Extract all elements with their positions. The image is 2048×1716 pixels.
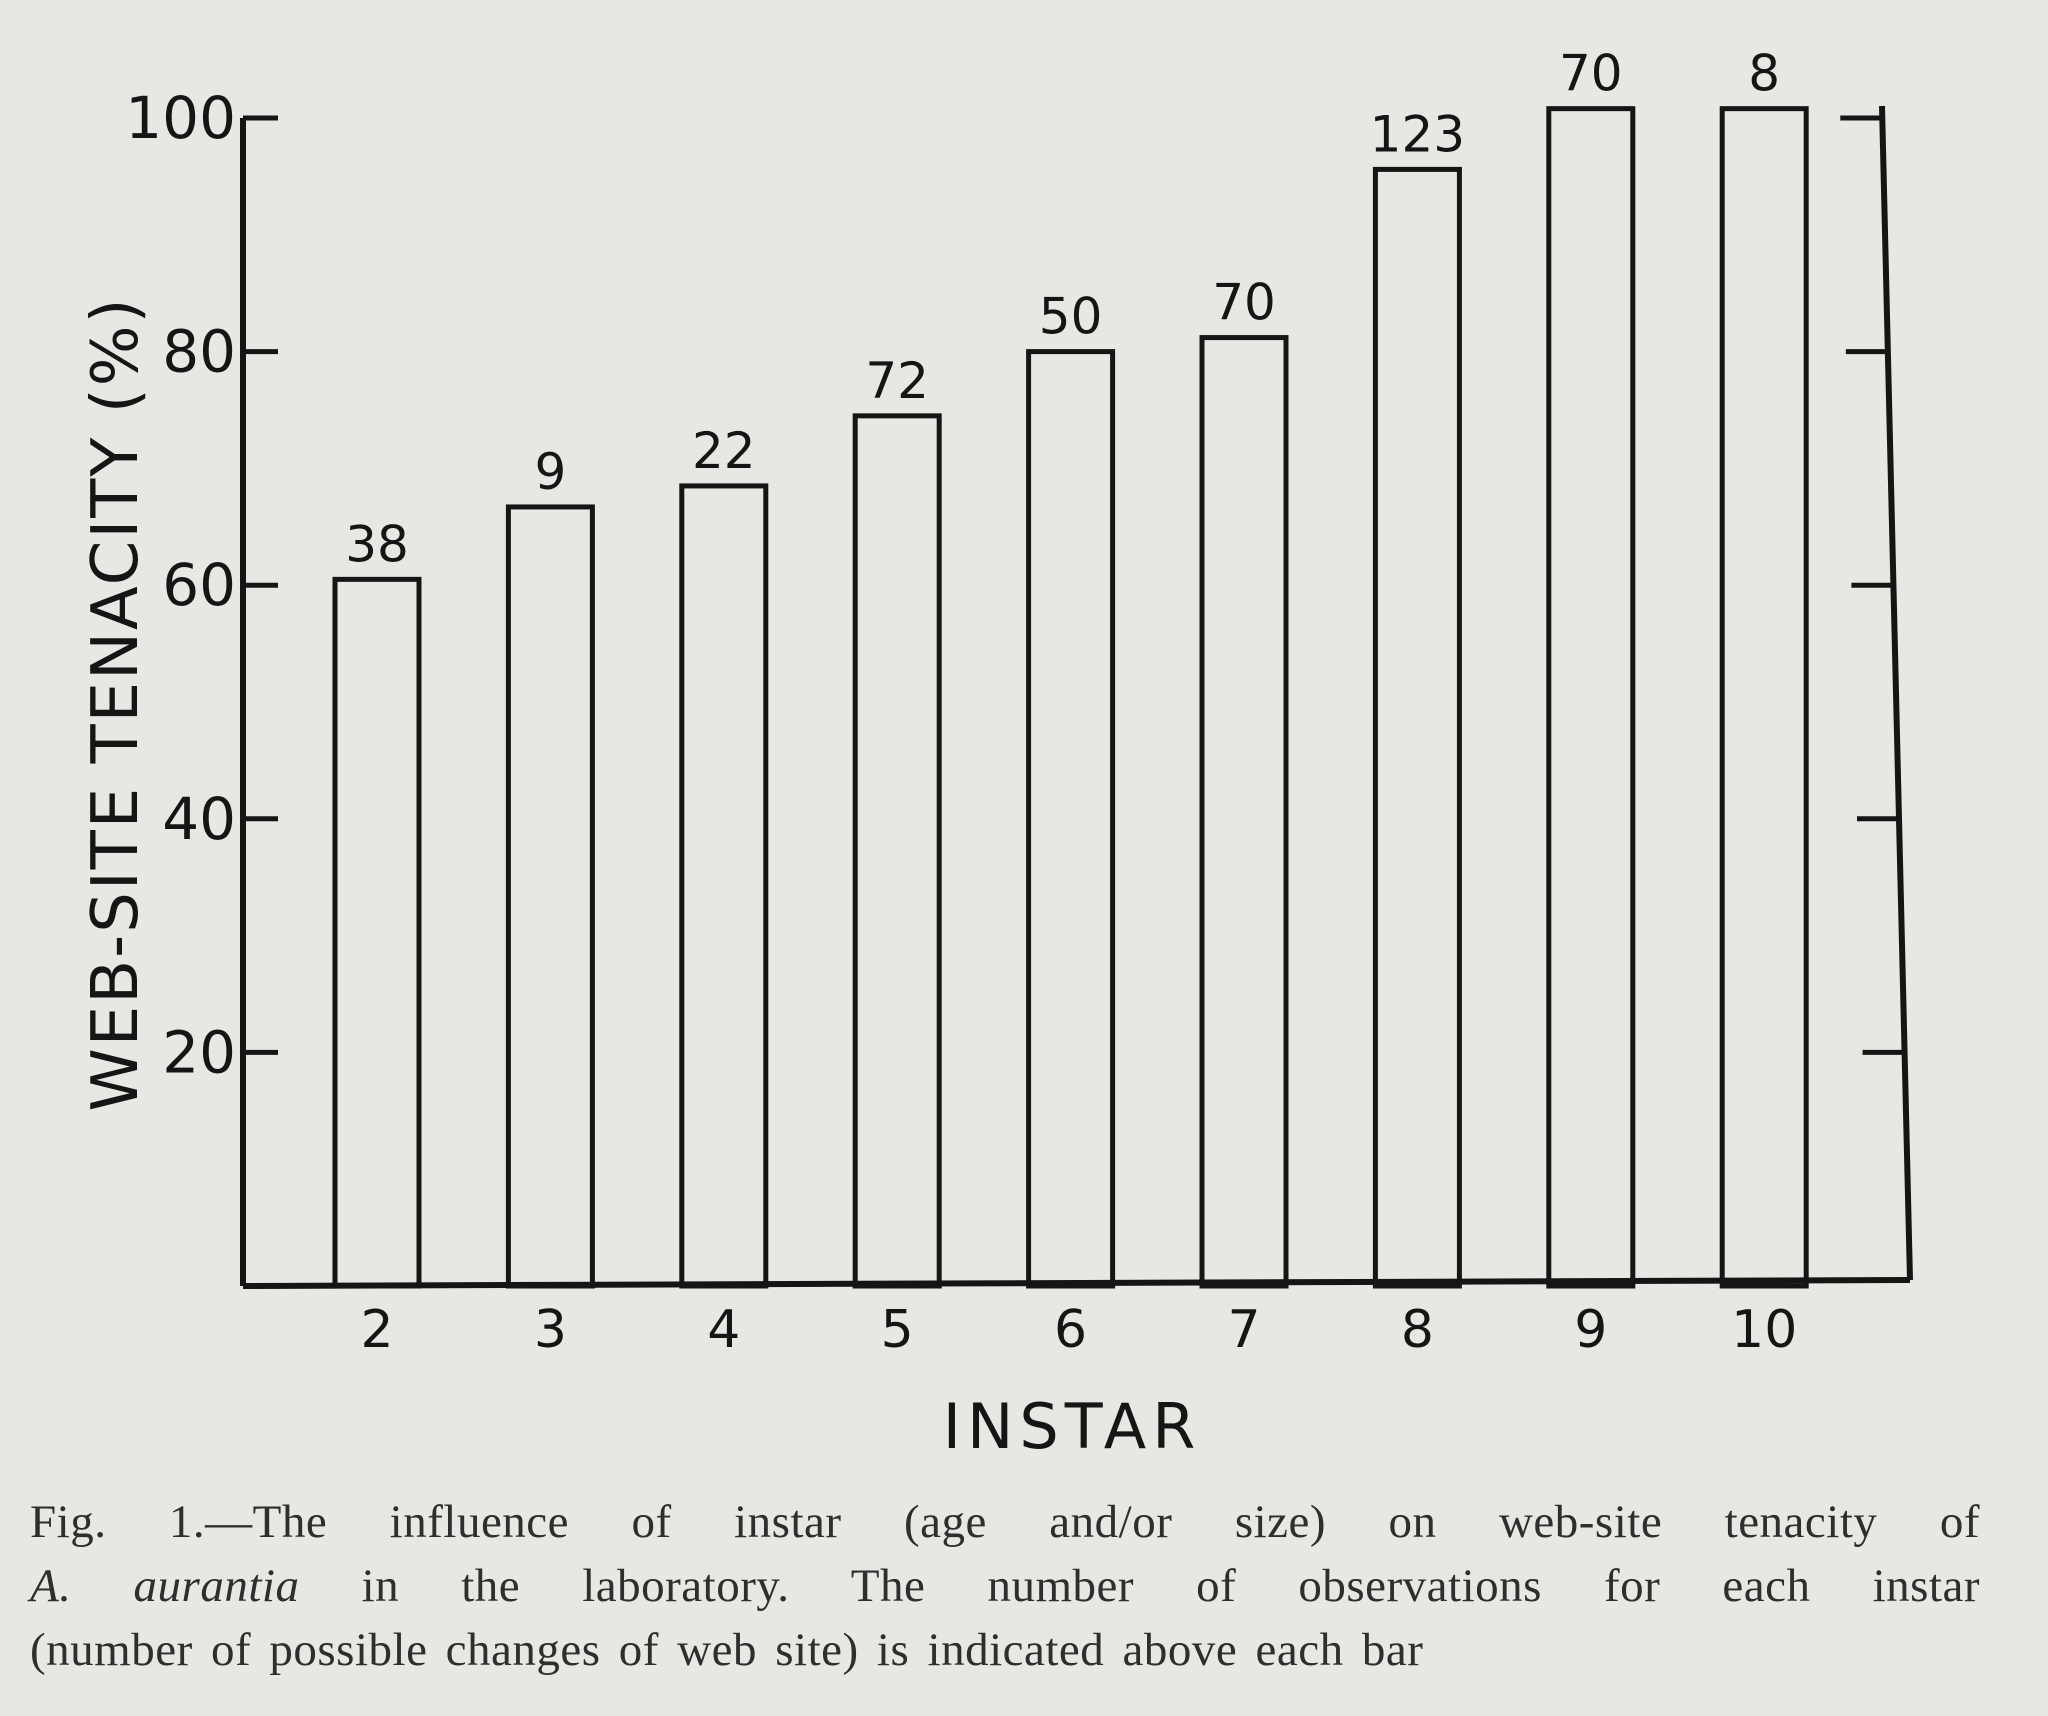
bar-data-label: 8 (1748, 44, 1781, 103)
y-axis-label: WEB-SITE TENACITY (%) (79, 296, 153, 1112)
x-tick-label: 6 (1054, 1300, 1088, 1360)
x-tick-label: 7 (1227, 1300, 1261, 1360)
bar-data-label: 72 (865, 351, 930, 410)
x-tick-label: 5 (880, 1300, 914, 1360)
species-name: A. aurantia (30, 1560, 300, 1612)
bar (855, 416, 939, 1286)
bar (1202, 338, 1286, 1286)
y-tick-label: 100 (125, 84, 236, 152)
bar (1722, 109, 1806, 1286)
bar-data-label: 50 (1038, 287, 1103, 346)
caption-line-2-text: in the laboratory. The number of observations for each instar (361, 1560, 1981, 1612)
x-tick-label: 3 (533, 1300, 567, 1360)
bar-data-label: 9 (534, 442, 567, 501)
bar (682, 486, 766, 1286)
bar (508, 507, 592, 1286)
y-axis-right (1882, 106, 1910, 1280)
bar-data-label: 70 (1212, 273, 1276, 332)
x-tick-label: 2 (360, 1300, 394, 1360)
bar-data-label: 22 (691, 421, 756, 480)
y-tick-label: 80 (162, 317, 236, 386)
y-tick-label: 60 (162, 551, 236, 620)
x-tick-label: 8 (1400, 1300, 1434, 1360)
figure-caption (30, 1490, 1980, 1682)
y-tick-label: 40 (162, 784, 236, 853)
caption-line-1: Fig. 1.—The influence of instar (age and/or size) on web-site tenacity of (30, 1496, 1980, 1548)
bar-data-label: 70 (1558, 44, 1623, 103)
bar (1549, 109, 1633, 1286)
bar (1375, 169, 1459, 1286)
bar-data-label: 123 (1369, 105, 1466, 164)
caption-line-3: (number of possible changes of web site) is indicated above each bar (30, 1624, 1424, 1676)
bar (335, 579, 419, 1286)
x-tick-label: 9 (1574, 1300, 1608, 1360)
y-tick-label: 20 (162, 1018, 236, 1087)
bar-data-label: 38 (345, 515, 409, 574)
x-tick-label: 4 (707, 1300, 741, 1360)
caption-line-2 (30, 1554, 1980, 1618)
x-tick-label: 10 (1731, 1300, 1798, 1360)
bar (1029, 352, 1113, 1286)
x-axis-label: INSTAR (942, 1390, 1202, 1463)
